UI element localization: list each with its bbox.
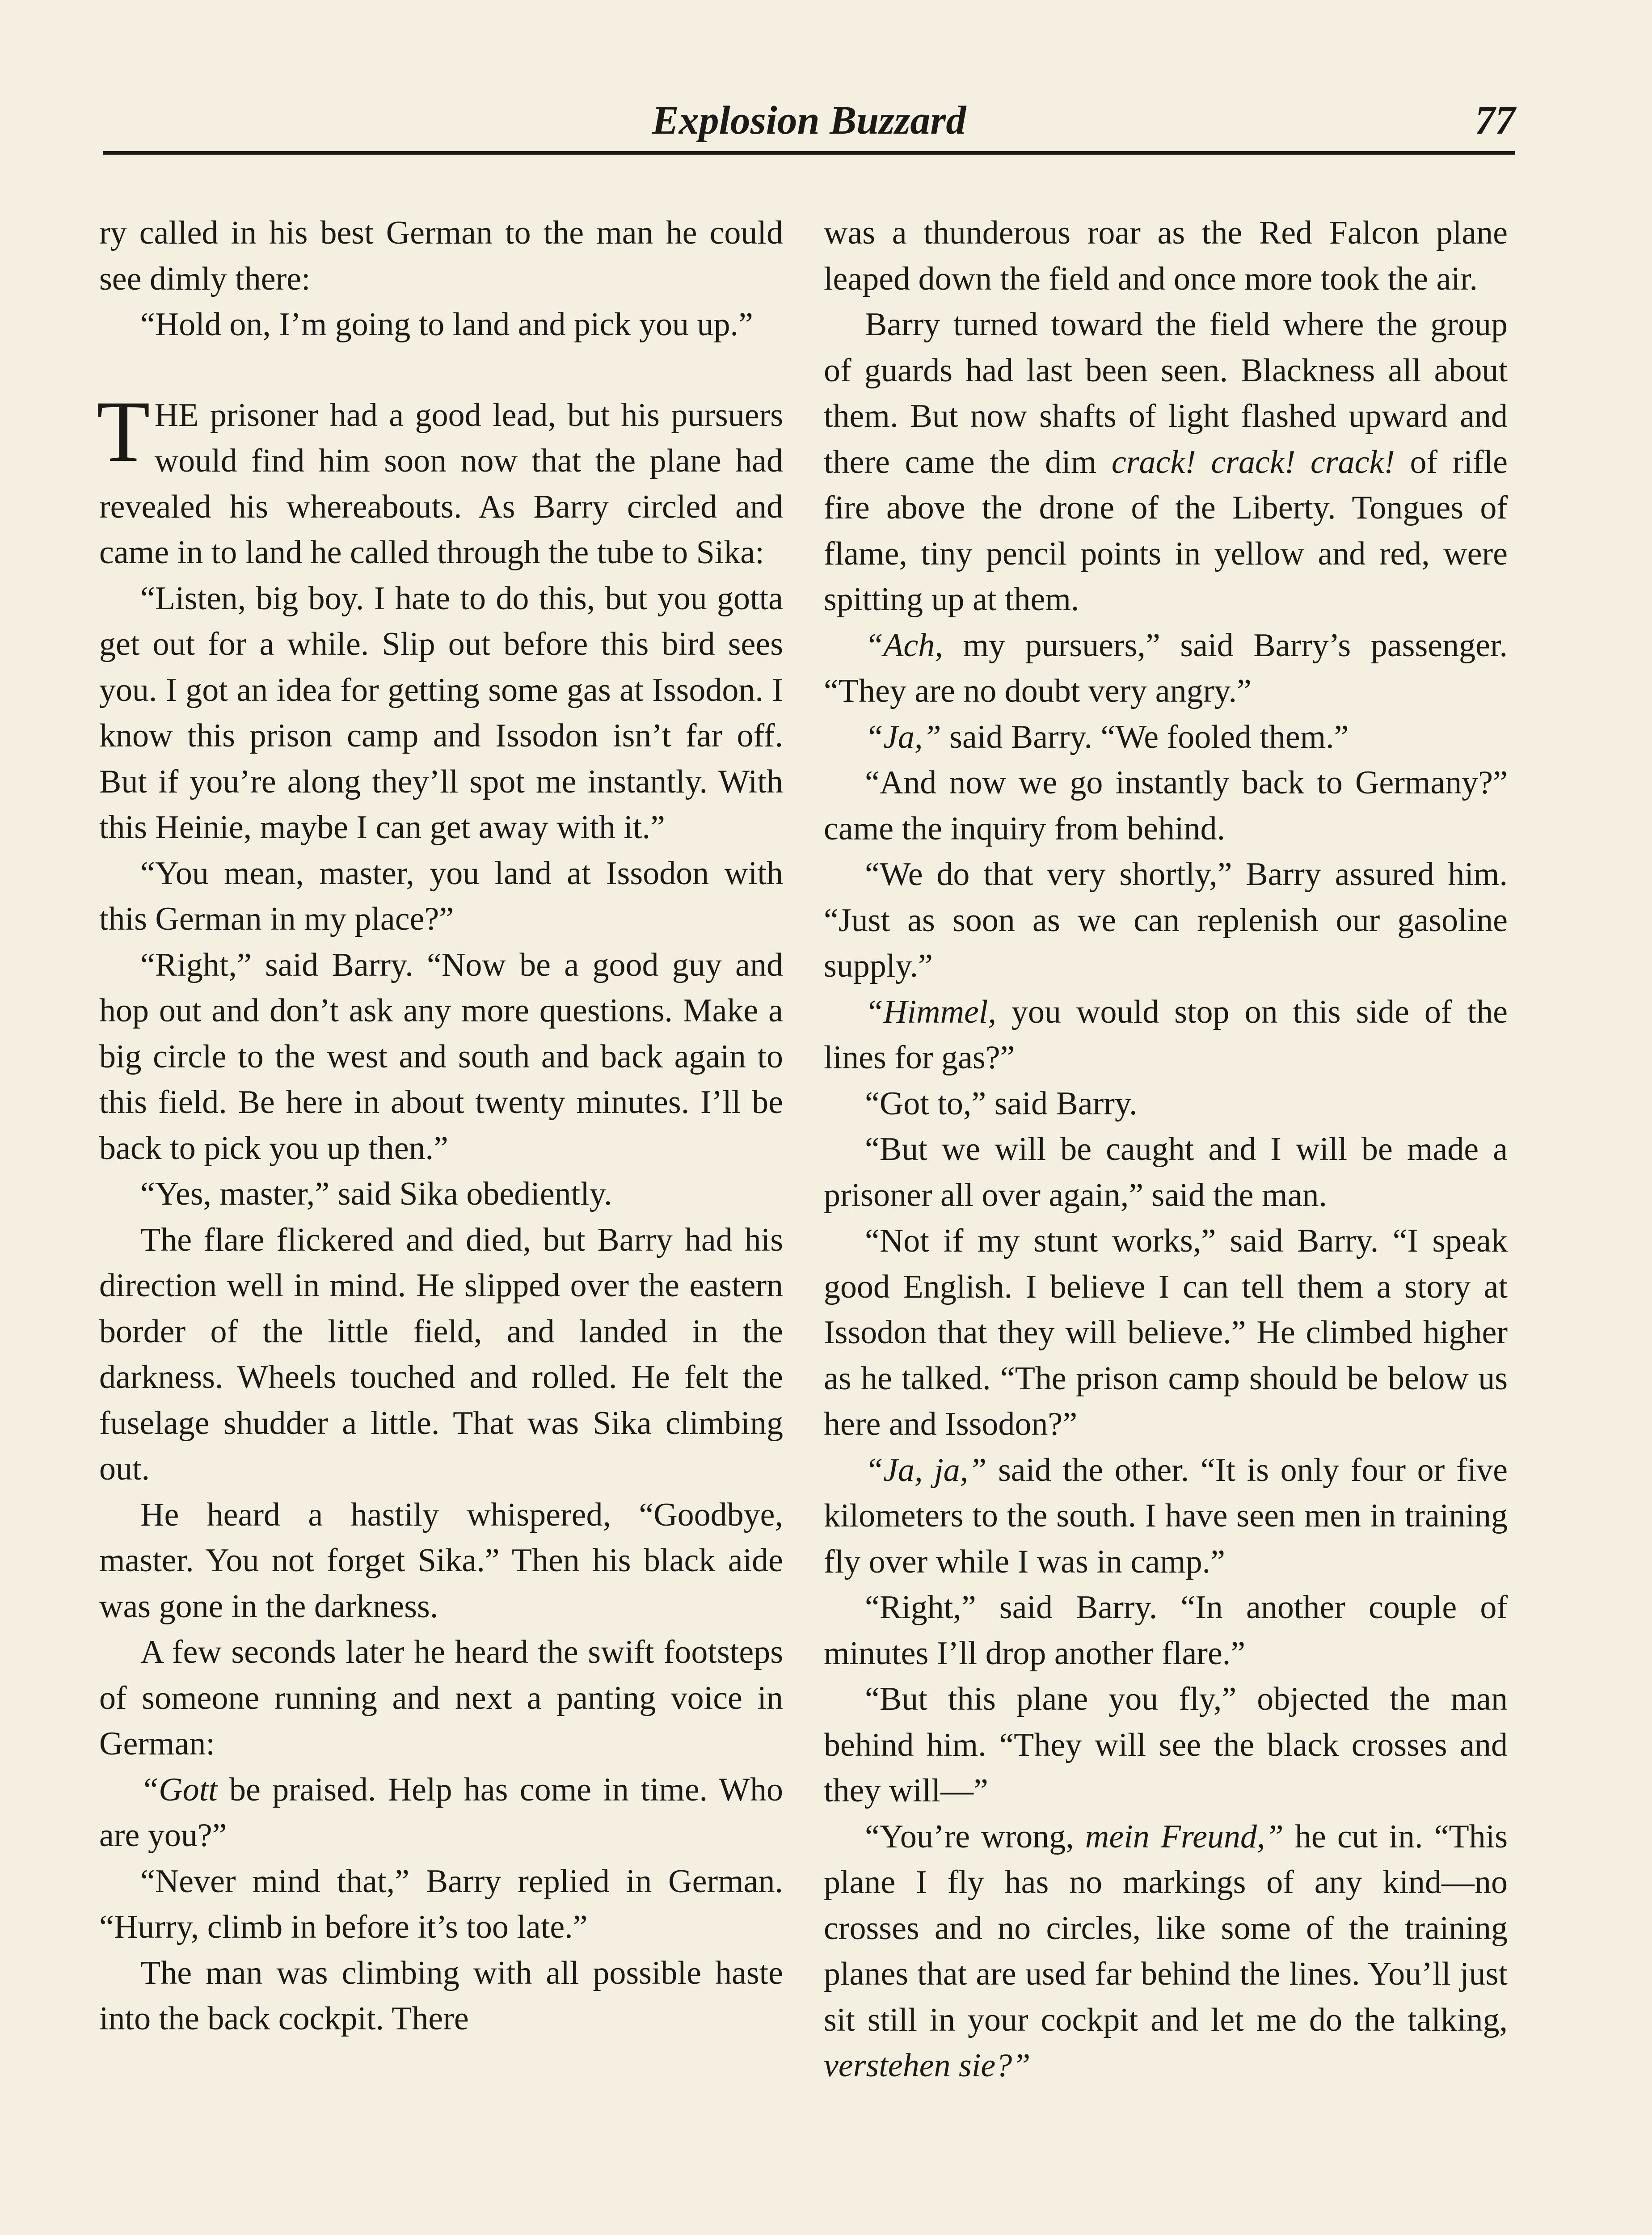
paragraph: “But we will be caught and I will be made a prisoner all over again,” said the man.: [824, 1131, 1508, 1214]
paragraph: [824, 1814, 1508, 2089]
paragraph: was a thunderous roar as the Red Falcon plane leaped down the field and once more took the air.: [824, 215, 1508, 297]
running-title: Explosion Buzzard: [652, 98, 966, 143]
italic-phrase: verstehen sie?”: [824, 2047, 1031, 2084]
paragraph-text: said Barry. “We fooled them.”: [941, 718, 1349, 755]
italic-word: “Gott: [140, 1771, 218, 1808]
paragraph: “Right,” said Barry. “Now be a good guy and hop out and don’t ask any more questions. Make a big circle to the west and south and back again to this field. Be here in about twenty minutes. I’ll be back to pick you up then.”: [99, 946, 783, 1167]
paragraph: “Hold on, I’m going to land and pick you up.”: [140, 306, 753, 343]
italic-word: “Ach,: [865, 627, 943, 664]
page-header: [103, 96, 1515, 150]
paragraph: [824, 302, 1508, 623]
paragraph-text: Barry turned toward the field where the group of guards had last been seen. Blackness all about them. But now shafts of light flashed upward and there came the dim: [824, 306, 1508, 481]
italic-phrase: mein Freund,”: [1085, 1818, 1284, 1855]
paragraph: The man was climbing with all possible haste into the back cockpit. There: [99, 1954, 783, 2037]
paragraph: The flare flickered and died, but Barry had his direction well in mind. He slipped over the eastern border of the little field, and landed in the darkness. Wheels touched and rolled. He felt the fuselage shudder a little. That was Sika climbing out.: [99, 1221, 783, 1487]
paragraph: “You mean, master, you land at Issodon with this German in my place?”: [99, 855, 783, 937]
paragraph-text: “You’re wrong,: [865, 1818, 1085, 1855]
paragraph: [824, 989, 1508, 1081]
paragraph-text: of rifle fire above the drone of the Liberty. Tongues of flame, tiny pencil points in yellow and red, were spitting up at them.: [824, 443, 1508, 618]
paragraph: “But this plane you fly,” objected the man behind him. “They will see the black crosses and they will—”: [824, 1681, 1508, 1809]
page-number: 77: [1475, 98, 1515, 143]
paragraph: “Got to,” said Barry.: [865, 1085, 1138, 1122]
italic-word: “Himmel,: [865, 993, 996, 1030]
section-opening-paragraph: [97, 383, 783, 576]
paragraph: [824, 1447, 1508, 1585]
paragraph-text: he cut in. “This plane I fly has no markings of any kind—no crosses and no circles, like some of the training planes that are used far behind the lines. You’ll just sit still in your cockpit and let me do the talking,: [824, 1818, 1508, 2038]
italic-word: “Ja, ja,”: [865, 1451, 987, 1489]
paragraph-text: be praised. Help has come in time. Who are you?”: [99, 1771, 783, 1854]
paragraph: [824, 623, 1508, 714]
paragraph: A few seconds later he heard the swift footsteps of someone running and next a panting voice in German:: [99, 1634, 783, 1762]
paragraph-text: said the other. “It is only four or five kilometers to the south. I have seen men in training fly over while I was in camp.”: [824, 1451, 1508, 1580]
paragraph: ry called in his best German to the man he could see dimly there:: [99, 215, 783, 297]
drop-cap: T: [97, 383, 150, 480]
paragraph: [824, 714, 1508, 760]
right-column: [824, 210, 1508, 2235]
paragraph: “Right,” said Barry. “In another couple of minutes I’ll drop another flare.”: [824, 1589, 1508, 1672]
italic-phrase: crack! crack! crack!: [1111, 443, 1395, 481]
paragraph: “Not if my stunt works,” said Barry. “I speak good English. I believe I can tell them a story at Issodon that they will believe.” He climbed higher as he talked. “The prison camp should be below us here and Issodon?”: [824, 1223, 1508, 1442]
paragraph-text: HE prisoner had a good lead, but his pursuers would find him soon now that the plane had revealed his whereabouts. As Barry circled and came in to land he called through the tube to Sika:: [99, 396, 783, 571]
left-column: [99, 210, 783, 2235]
paragraph: He heard a hastily whispered, “Goodbye, master. You not forget Sika.” Then his black aide was gone in the darkness.: [99, 1496, 783, 1625]
paragraph: “We do that very shortly,” Barry assured him. “Just as soon as we can replenish our gasoline supply.”: [824, 856, 1508, 984]
paragraph-text: my pursuers,” said Barry’s passenger. “They are no doubt very angry.”: [824, 627, 1508, 709]
paragraph-text: you would stop on this side of the lines for gas?”: [824, 993, 1508, 1076]
italic-word: “Ja,”: [865, 718, 941, 755]
paragraph: “And now we go instantly back to Germany?” came the inquiry from behind.: [824, 764, 1508, 847]
paragraph: “Yes, master,” said Sika obediently.: [140, 1176, 612, 1212]
paragraph: [99, 1767, 783, 1859]
paragraph: “Listen, big boy. I hate to do this, but you gotta get out for a while. Slip out before this bird sees you. I got an idea for getting some gas at Issodon. I know this prison camp and Issodon isn’t far off. But if you’re along they’ll spot me instantly. With this Heinie, maybe I can get away with it.”: [99, 580, 783, 846]
header-rule: [103, 151, 1515, 155]
paragraph: “Never mind that,” Barry replied in German. “Hurry, climb in before it’s too late.”: [99, 1863, 783, 1945]
